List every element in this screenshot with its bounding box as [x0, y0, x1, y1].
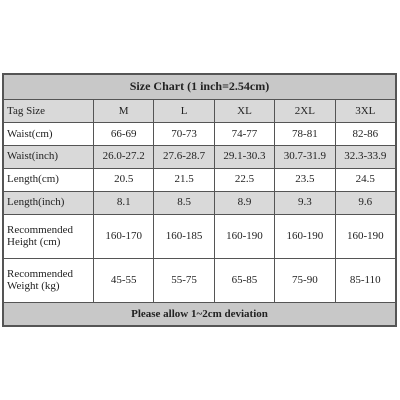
table-row: [4, 122, 396, 145]
cell: 160-190: [335, 214, 395, 258]
cell: 160-185: [154, 214, 214, 258]
cell: 70-73: [154, 122, 214, 145]
table-row: [4, 168, 396, 191]
cell: 8.1: [94, 191, 154, 214]
row-label: Recommended Height (cm): [4, 214, 94, 258]
header-3xl: 3XL: [335, 100, 395, 123]
cell: 26.0-27.2: [94, 145, 154, 168]
header-l: L: [154, 100, 214, 123]
cell: 78-81: [275, 122, 335, 145]
row-label: Length(cm): [4, 168, 94, 191]
cell: 30.7-31.9: [275, 145, 335, 168]
row-label: Waist(inch): [4, 145, 94, 168]
cell: 9.3: [275, 191, 335, 214]
cell: 29.1-30.3: [214, 145, 274, 168]
chart-title: Size Chart (1 inch=2.54cm): [4, 75, 396, 100]
cell: 27.6-28.7: [154, 145, 214, 168]
header-xl: XL: [214, 100, 274, 123]
cell: 8.5: [154, 191, 214, 214]
cell: 32.3-33.9: [335, 145, 395, 168]
cell: 74-77: [214, 122, 274, 145]
header-2xl: 2XL: [275, 100, 335, 123]
cell: 20.5: [94, 168, 154, 191]
table-row: [4, 191, 396, 214]
cell: 65-85: [214, 258, 274, 302]
size-table: [3, 74, 396, 326]
cell: 45-55: [94, 258, 154, 302]
cell: 85-110: [335, 258, 395, 302]
cell: 24.5: [335, 168, 395, 191]
cell: 8.9: [214, 191, 274, 214]
header-tag-size: Tag Size: [4, 100, 94, 123]
cell: 22.5: [214, 168, 274, 191]
cell: 82-86: [335, 122, 395, 145]
header-row: [4, 100, 396, 123]
table-row: [4, 145, 396, 168]
row-label: Waist(cm): [4, 122, 94, 145]
size-chart: [2, 73, 397, 327]
cell: 23.5: [275, 168, 335, 191]
row-label: Recommended Weight (kg): [4, 258, 94, 302]
footer-row: [4, 303, 396, 326]
cell: 160-190: [275, 214, 335, 258]
table-row: [4, 214, 396, 258]
cell: 21.5: [154, 168, 214, 191]
header-m: M: [94, 100, 154, 123]
table-row: [4, 258, 396, 302]
cell: 66-69: [94, 122, 154, 145]
deviation-note: Please allow 1~2cm deviation: [4, 303, 396, 326]
cell: 9.6: [335, 191, 395, 214]
cell: 75-90: [275, 258, 335, 302]
cell: 160-170: [94, 214, 154, 258]
row-label: Length(inch): [4, 191, 94, 214]
title-row: [4, 75, 396, 100]
cell: 55-75: [154, 258, 214, 302]
cell: 160-190: [214, 214, 274, 258]
